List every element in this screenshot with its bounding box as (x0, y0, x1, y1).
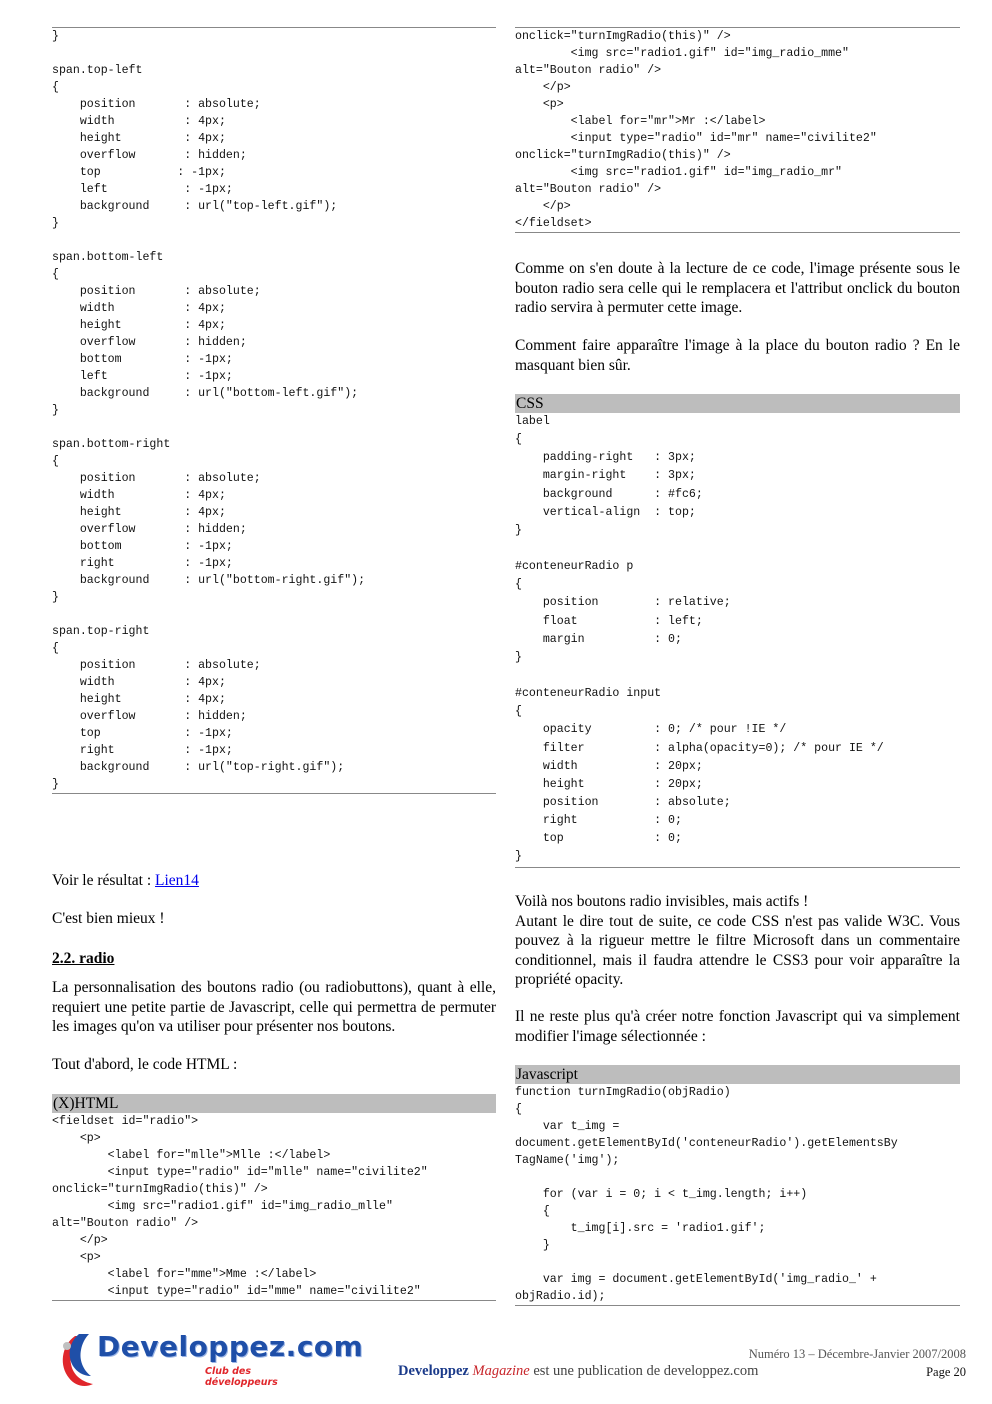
code-line: overflow : hidden; (52, 523, 247, 536)
code-line: right : 0; (515, 814, 682, 828)
bien-mieux-text: C'est bien mieux ! (52, 910, 165, 927)
code-line: top : -1px; (52, 166, 226, 179)
page-number: Page 20 (926, 1365, 966, 1379)
code-line: background : url("bottom-right.gif"); (52, 574, 366, 587)
explanation-paragraph: Comme on s'en doute à la lecture de ce code, l'image présente sous le bouton radio sera celle qui le remplacera et l'attribut onclick du bouton radio servira à permuter cette image. (515, 260, 960, 317)
code-line: } (52, 404, 59, 417)
code-line: height : 4px; (52, 506, 226, 519)
code-line: } (52, 778, 59, 791)
code-line: for (var i = 0; i < t_img.length; i++) (515, 1188, 808, 1201)
code-line: <fieldset id="radio"> (52, 1115, 199, 1128)
swirl-logo-icon (55, 1332, 99, 1390)
code-line: } (52, 217, 59, 230)
code-line: span.top-right (52, 625, 150, 638)
code-line (52, 45, 496, 62)
code-line: opacity : 0; /* pour !IE */ (515, 723, 787, 737)
code-line: height : 4px; (52, 693, 226, 706)
section-heading-radio: 2.2. radio (52, 950, 115, 967)
code-line (52, 419, 496, 436)
code-line: position : absolute; (52, 98, 261, 111)
javascript-intro-paragraph: Il ne reste plus qu'à créer notre fonction Javascript qui va simplement modifier l'image sélectionnée : (515, 1008, 960, 1045)
code-line: onclick="turnImgRadio(this)" /> (52, 1183, 268, 1196)
code-line: <input type="radio" id="mme" name="civilite2" (52, 1285, 421, 1298)
code-line: { (515, 705, 522, 719)
code-line: background : url("top-left.gif"); (52, 200, 338, 213)
code-line: overflow : hidden; (52, 710, 247, 723)
code-line: background : url("top-right.gif"); (52, 761, 345, 774)
code-line: position : absolute; (52, 472, 261, 485)
code-line: } (515, 523, 522, 537)
code-line: { (52, 642, 59, 655)
code-line: } (515, 850, 522, 864)
page-footer (0, 1320, 992, 1404)
code-line: overflow : hidden; (52, 149, 247, 162)
code-line: bottom : -1px; (52, 353, 233, 366)
code-line (515, 1254, 960, 1271)
code-line (52, 606, 496, 623)
code-line: width : 4px; (52, 302, 226, 315)
code-line: var img = document.getElementById('img_radio_' + (515, 1273, 877, 1286)
code-line: function turnImgRadio(objRadio) (515, 1086, 731, 1099)
code-line: vertical-align : top; (515, 505, 696, 519)
xhtml-code-continuation (515, 27, 960, 233)
code-line: { (515, 1103, 522, 1116)
code-line: onclick="turnImgRadio(this)" /> (515, 30, 731, 43)
code-line: position : absolute; (52, 659, 261, 672)
code-line: position : relative; (515, 596, 731, 610)
radio-intro-paragraph: La personnalisation des boutons radio (ou radiobuttons), quant à elle, requiert une petite partie de Javascript, celle qui permettra de permuter les images qu'on va utiliser pour présenter nos boutons. (52, 979, 496, 1036)
code-line: span.bottom-right (52, 438, 171, 451)
code-line: objRadio.id); (515, 1290, 606, 1303)
code-line: top : -1px; (52, 727, 233, 740)
code-line: { (52, 268, 59, 281)
code-line: margin : 0; (515, 632, 682, 646)
developpez-logo (55, 1330, 364, 1392)
code-line: width : 4px; (52, 676, 226, 689)
code-line: overflow : hidden; (52, 336, 247, 349)
code-line: <img src="radio1.gif" id="img_radio_mr" (515, 166, 842, 179)
logo-wordmark: Developpez.com (97, 1330, 364, 1363)
code-line: } (52, 591, 59, 604)
code-line: alt="Bouton radio" /> (515, 183, 662, 196)
code-line: right : -1px; (52, 744, 233, 757)
code-line: position : absolute; (52, 285, 261, 298)
javascript-code-block (515, 1065, 960, 1306)
code-line: top : 0; (515, 832, 682, 846)
code-line: { (52, 455, 59, 468)
code-line: position : absolute; (515, 795, 731, 809)
code-line: <p> (52, 1251, 101, 1264)
code-line: { (515, 433, 522, 447)
code-header-javascript: Javascript (515, 1065, 960, 1084)
css-code-block-corners (52, 27, 496, 794)
logo-tagline: Club des développeurs (205, 1366, 278, 1388)
pub-magazine: Magazine (472, 1363, 530, 1379)
code-line: height : 20px; (515, 777, 703, 791)
code-line: alt="Bouton radio" /> (515, 64, 662, 77)
code-line: </fieldset> (515, 217, 592, 230)
code-line: onclick="turnImgRadio(this)" /> (515, 149, 731, 162)
code-line: <input type="radio" id="mlle" name="civilite2" (52, 1166, 428, 1179)
code-line: } (515, 1239, 550, 1252)
voir-resultat-text: Voir le résultat : Lien14 (52, 872, 199, 889)
pub-rest: est une publication de developpez.com (529, 1363, 759, 1379)
code-line (515, 540, 960, 558)
code-line: filter : alpha(opacity=0); /* pour IE */ (515, 741, 884, 755)
code-line: background : #fc6; (515, 487, 703, 501)
code-line: padding-right : 3px; (515, 451, 696, 465)
code-line: { (515, 578, 522, 592)
css-code-block-radio (515, 394, 960, 868)
code-line: margin-right : 3px; (515, 469, 696, 483)
code-line: width : 4px; (52, 489, 226, 502)
code-line: } (515, 650, 522, 664)
code-line: left : -1px; (52, 370, 233, 383)
code-line: <label for="mr">Mr :</label> (515, 115, 766, 128)
code-line: <label for="mlle">Mlle :</label> (52, 1149, 331, 1162)
code-line: <img src="radio1.gif" id="img_radio_mme" (515, 47, 849, 60)
code-line: { (52, 81, 59, 94)
code-line: right : -1px; (52, 557, 233, 570)
code-line: left : -1px; (52, 183, 233, 196)
pub-brand: Developpez (398, 1363, 469, 1379)
code-line: } (52, 30, 59, 43)
code-line: <p> (52, 1132, 101, 1145)
code-line: <input type="radio" id="mr" name="civilite2" (515, 132, 877, 145)
code-line: </p> (52, 1234, 108, 1247)
code-line: bottom : -1px; (52, 540, 233, 553)
xhtml-code-block (52, 1094, 496, 1301)
lien14-link[interactable]: Lien14 (155, 872, 199, 889)
code-line: var t_img = (515, 1120, 620, 1133)
code-line (52, 232, 496, 249)
invisible-buttons-paragraph: Voilà nos boutons radio invisibles, mais actifs ! Autant le dire tout de suite, ce code CSS n'est pas valide W3C. Vous pouvez à la rigueur mettre le filtre Microsoft dans un commentaire conditionnel, mais il faudra attendre le CSS3 pour voir apparaître la propriété opacity. (515, 893, 960, 989)
code-line: <p> (515, 98, 564, 111)
code-line: </p> (515, 200, 571, 213)
code-line: background : url("bottom-left.gif"); (52, 387, 359, 400)
code-line (515, 667, 960, 685)
code-line: width : 4px; (52, 115, 226, 128)
code-line: #conteneurRadio p (515, 560, 634, 574)
code-line: <label for="mme">Mme :</label> (52, 1268, 317, 1281)
code-line: width : 20px; (515, 759, 703, 773)
code-header-xhtml: (X)HTML (52, 1094, 496, 1113)
html-code-intro: Tout d'abord, le code HTML : (52, 1056, 238, 1073)
code-line (515, 1169, 960, 1186)
publication-line (398, 1363, 758, 1380)
code-line: TagName('img'); (515, 1154, 620, 1167)
code-header-css: CSS (515, 394, 960, 413)
code-line: <img src="radio1.gif" id="img_radio_mlle" (52, 1200, 393, 1213)
code-line: t_img[i].src = 'radio1.gif'; (515, 1222, 766, 1235)
question-paragraph: Comment faire apparaître l'image à la place du bouton radio ? En le masquant bien sûr. (515, 337, 960, 374)
code-line: { (515, 1205, 550, 1218)
code-line: span.top-left (52, 64, 143, 77)
issue-number: Numéro 13 – Décembre-Janvier 2007/2008 (748, 1347, 966, 1361)
code-line: float : left; (515, 614, 703, 628)
code-line: span.bottom-left (52, 251, 164, 264)
code-line: height : 4px; (52, 132, 226, 145)
code-line: alt="Bouton radio" /> (52, 1217, 199, 1230)
code-line: #conteneurRadio input (515, 687, 662, 701)
code-line: height : 4px; (52, 319, 226, 332)
code-line: </p> (515, 81, 571, 94)
code-line: label (515, 415, 550, 428)
code-line: document.getElementById('conteneurRadio').getElementsBy (515, 1137, 898, 1150)
